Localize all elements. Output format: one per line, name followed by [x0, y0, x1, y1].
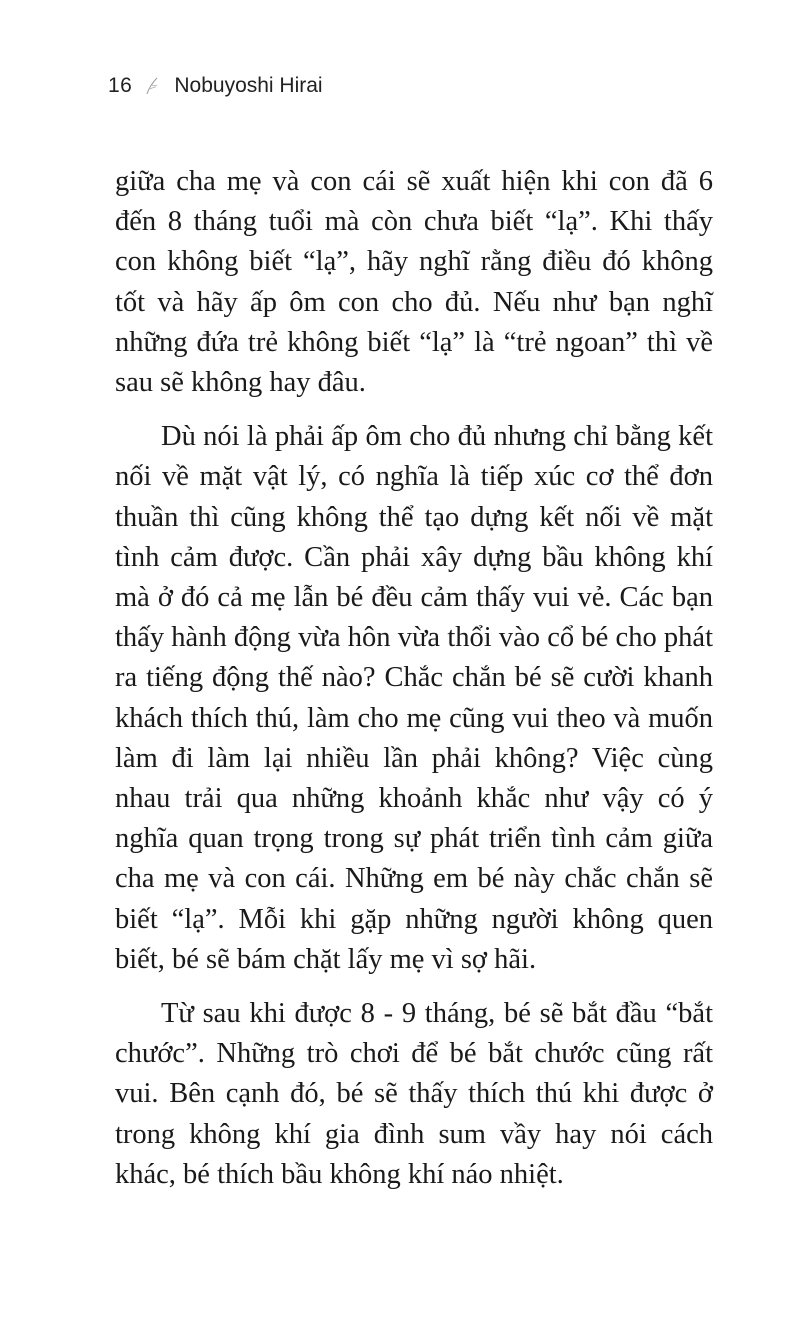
feather-ornament-icon — [144, 76, 160, 96]
paragraph: Từ sau khi được 8 - 9 tháng, bé sẽ bắt đầu “bắt chước”. Những trò chơi để bé bắt chước cũng rất vui. Bên cạnh đó, bé sẽ thấy thích thú khi được ở trong không khí gia đình sum vầy hay nói cách khác, bé thích bầu không khí náo nhiệt. — [115, 998, 713, 1190]
page-body — [115, 162, 713, 1195]
page-number: 16 — [108, 74, 133, 97]
paragraph: giữa cha mẹ và con cái sẽ xuất hiện khi con đã 6 đến 8 tháng tuổi mà còn chưa biết “lạ”. Khi thấy con không biết “lạ”, hãy nghĩ rằng điều đó không tốt và hãy ấp ôm con cho đủ. Nếu như bạn nghĩ những đứa trẻ không biết “lạ” là “trẻ ngoan” thì về sau sẽ không hay đâu. — [115, 166, 713, 399]
running-header — [108, 74, 323, 98]
paragraph: Dù nói là phải ấp ôm cho đủ nhưng chỉ bằng kết nối về mặt vật lý, có nghĩa là tiếp xúc cơ thể đơn thuần thì cũng không thể tạo dựng kết nối về mặt tình cảm được. Cần phải xây dựng bầu không khí mà ở đó cả mẹ lẫn bé đều cảm thấy vui vẻ. Các bạn thấy hành động vừa hôn vừa thổi vào cổ bé cho phát ra tiếng động thế nào? Chắc chắn bé sẽ cười khanh khách thích thú, làm cho mẹ cũng vui theo và muốn làm đi làm lại nhiều lần phải không? Việc cùng nhau trải qua những khoảnh khắc như vậy có ý nghĩa quan trọng trong sự phát triển tình cảm giữa cha mẹ và con cái. Những em bé này chắc chắn sẽ biết “lạ”. Mỗi khi gặp những người không quen biết, bé sẽ bám chặt lấy mẹ vì sợ hãi. — [115, 421, 713, 975]
author-name: Nobuyoshi Hirai — [174, 74, 323, 97]
